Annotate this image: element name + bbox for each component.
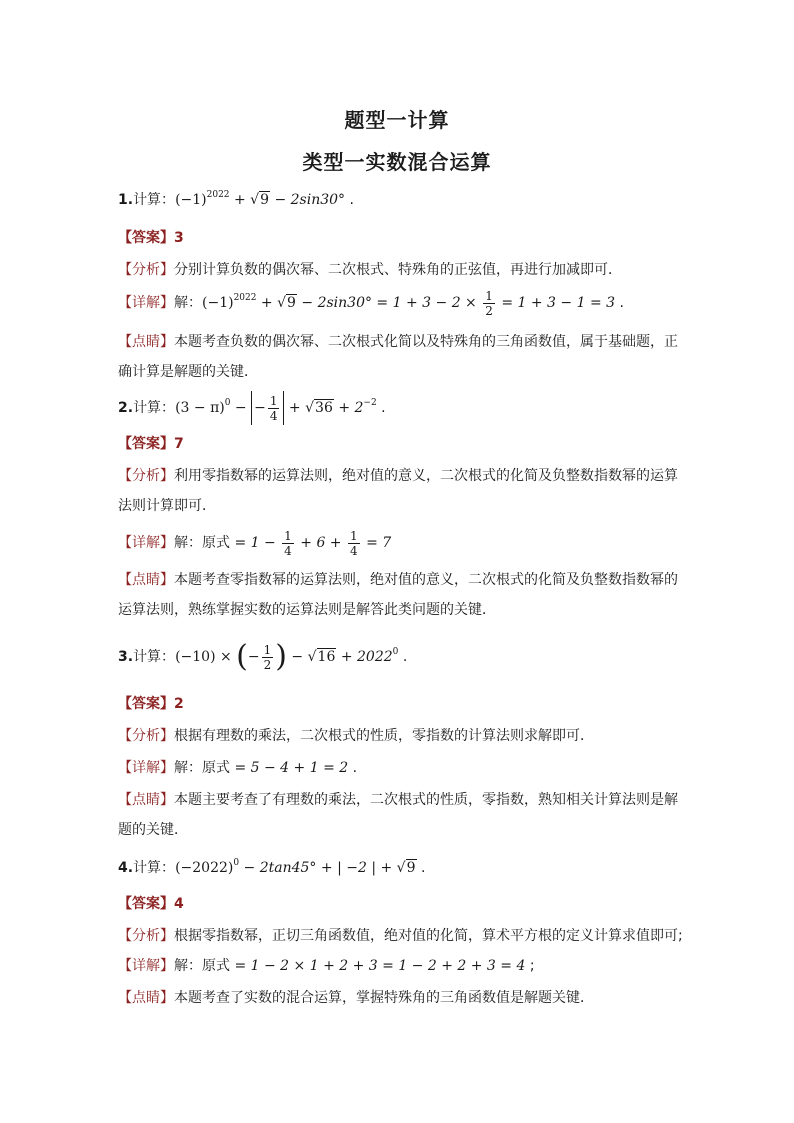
analysis-label: 【分析】	[118, 468, 174, 484]
detail-row-4: 【详解】解：原式 = 1 − 2 × 1 + 2 + 3 = 1 − 2 + 2 + 3 = 4 ;	[118, 958, 535, 974]
jie-label: 解：	[174, 958, 202, 974]
comment-row-2b: 运算法则，熟练掌握实数的运算法则是解答此类问题的关键．	[118, 602, 496, 618]
jie-label: 解：	[174, 535, 202, 551]
analysis-row-3	[118, 726, 678, 746]
answer-row-1	[118, 228, 678, 248]
detail-label: 【详解】	[118, 958, 174, 974]
answer-label: 【答案】	[118, 230, 174, 246]
question-number: 2.	[118, 400, 134, 416]
compute-label: 计算：	[133, 860, 176, 876]
yuanshi-label: 原式	[202, 760, 230, 776]
compute-label: 计算：	[133, 649, 176, 665]
comment-row-3a	[118, 790, 678, 810]
detail-row-1: 【详解】解：$(-1)^{2022} + √9 - 2\sin 30^\circ = 1 + 3 - 2$ × $\frac{1}{2}$ = 1 + 3 − 1 = 3 .	[118, 288, 624, 318]
analysis-label: 【分析】	[118, 928, 174, 944]
answer-row-4	[118, 894, 678, 914]
analysis-text: 分别计算负数的偶次幂、二次根式、特殊角的正弦值，再进行加减即可．	[174, 262, 622, 278]
comment-text: 本题考查负数的偶次幂、二次根式化简以及特殊角的三角函数值，属于基础题，正	[174, 334, 678, 350]
comment-text: 本题主要考查了有理数的乘法，二次根式的性质，零指数，熟知相关计算法则是解	[174, 792, 678, 808]
detail-label: 【详解】	[118, 295, 174, 311]
comment-row-1b: 确计算是解题的关键．	[118, 364, 258, 380]
section-title: 类型一实数混合运算	[302, 150, 492, 174]
analysis-row-2b: 法则计算即可．	[118, 498, 216, 514]
comment-row-1a	[118, 332, 678, 352]
analysis-label: 【分析】	[118, 262, 174, 278]
answer-row-2	[118, 434, 678, 454]
question-1: 1.计算：$(-1)^{2022} + √9 - 2\sin 30^\circ$ .	[118, 190, 354, 208]
answer-value: 4	[174, 896, 184, 912]
detail-row-3: 【详解】解：原式 = 5 − 4 + 1 = 2 .	[118, 760, 358, 776]
compute-label: 计算：	[133, 192, 176, 208]
comment-label: 【点睛】	[118, 792, 174, 808]
analysis-text: 根据有理数的乘法，二次根式的性质，零指数的计算法则求解即可．	[174, 728, 594, 744]
yuanshi-label: 原式	[202, 535, 230, 551]
detail-row-2	[118, 526, 678, 560]
jie-label: 解：	[174, 760, 202, 776]
question-number: 4.	[118, 860, 134, 876]
answer-value: 2	[174, 696, 184, 712]
question-number: 3.	[118, 649, 134, 665]
analysis-text: 根据零指数幂，正切三角函数值，绝对值的化简，算术平方根的定义计算求值即可;	[174, 928, 683, 944]
solution-expression: = 1 − $\frac{1}{4}$ + 6 + $\frac{1}{4}$ = 7	[230, 528, 392, 558]
answer-label: 【答案】	[118, 896, 174, 912]
comment-label: 【点睛】	[118, 334, 174, 350]
question-2: 2.计算：$(3 - \pi)^0$ − − $\frac{1}{4}$ + $√36 + 2^{-2}$ .	[118, 391, 678, 425]
question-number: 1.	[118, 192, 134, 208]
question-expression: $(-2022)^0 - 2\tan 45^\circ$ + | −2 | + √9	[175, 858, 416, 876]
question-expression: $(-1)^{2022} + √9 - 2\sin 30^\circ$	[175, 190, 346, 208]
answer-row-3	[118, 694, 678, 714]
answer-label: 【答案】	[118, 696, 174, 712]
comment-text: 本题考查零指数幂的运算法则，绝对值的意义，二次根式的化简及负整数指数幂的	[174, 572, 678, 588]
analysis-label: 【分析】	[118, 728, 174, 744]
answer-label: 【答案】	[118, 436, 174, 452]
question-expression: (−10) × (− $\frac{1}{2}$ ) − $√16 + 2022^0$	[175, 639, 399, 674]
answer-value: 7	[174, 436, 184, 452]
analysis-row-1	[118, 260, 678, 280]
answer-value: 3	[174, 230, 184, 246]
solution-expression: = 5 − 4 + 1 = 2	[230, 760, 349, 776]
analysis-text: 利用零指数幂的运算法则，绝对值的意义，二次根式的化简及负整数指数幂的运算	[174, 468, 678, 484]
analysis-row-2a	[118, 466, 678, 486]
compute-label: 计算：	[133, 400, 176, 416]
question-expression: $(3 - \pi)^0$ − − $\frac{1}{4}$ + $√36 + 2^{-2}$	[175, 400, 377, 416]
question-4: 4.计算：$(-2022)^0 - 2\tan 45^\circ$ + | −2 | + √9 .	[118, 858, 426, 876]
comment-label: 【点睛】	[118, 990, 174, 1006]
analysis-row-4	[118, 926, 683, 946]
question-3: 3.计算：(−10) × (− $\frac{1}{2}$ ) − $√16 + 2022^0$ .	[118, 639, 408, 674]
comment-row-4	[118, 988, 678, 1008]
comment-text: 本题考查了实数的混合运算，掌握特殊角的三角函数值是解题关键．	[174, 990, 594, 1006]
detail-label: 【详解】	[118, 760, 174, 776]
solution-expression: $(-1)^{2022} + √9 - 2\sin 30^\circ = 1 + 3 - 2$ × $\frac{1}{2}$ = 1 + 3 − 1 = 3	[202, 288, 616, 318]
main-title: 题型一计算	[344, 108, 450, 132]
comment-row-2a	[118, 570, 678, 590]
jie-label: 解：	[174, 295, 202, 311]
comment-label: 【点睛】	[118, 572, 174, 588]
detail-label: 【详解】	[118, 535, 174, 551]
solution-expression: = 1 − 2 × 1 + 2 + 3 = 1 − 2 + 2 + 3 = 4	[230, 958, 526, 974]
yuanshi-label: 原式	[202, 958, 230, 974]
comment-row-3b: 题的关键．	[118, 822, 188, 838]
